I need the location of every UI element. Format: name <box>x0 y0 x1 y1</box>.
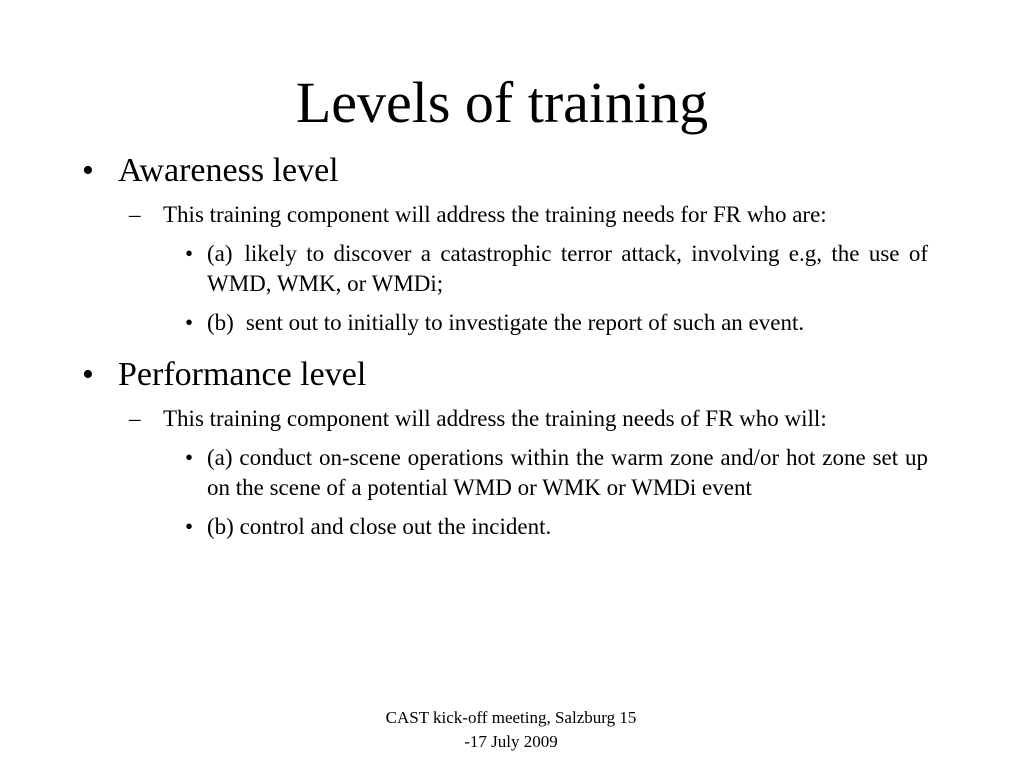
bullet-icon: • <box>185 310 194 335</box>
footer-line-2: -17 July 2009 <box>464 732 558 751</box>
item-text: sent out to initially to investigate the report of such an event. <box>245 310 805 335</box>
awareness-description <box>118 200 928 230</box>
description-text: This training component will address the training needs of FR who will: <box>163 406 827 431</box>
awareness-item-a <box>163 239 928 299</box>
performance-level-heading <box>82 354 928 396</box>
item-text: (a) conduct on-scene operations within the warm zone and/or hot zone set up on the scene of a potential WMD or WMK or WMDi event <box>207 445 928 500</box>
item-label: (a) <box>207 241 233 266</box>
bullet-icon: • <box>82 356 94 393</box>
dash-icon: – <box>129 202 141 227</box>
bullet-icon: • <box>185 241 194 266</box>
slide-title: Levels of training <box>295 70 709 135</box>
performance-item-b <box>163 512 928 542</box>
dash-icon: – <box>129 406 141 431</box>
item-text: (b) control and close out the incident. <box>207 514 552 539</box>
awareness-level-heading <box>82 150 928 192</box>
heading-text: Performance level <box>118 356 367 393</box>
bullet-icon: • <box>185 445 194 470</box>
slide-content <box>82 150 928 542</box>
item-label: (b) <box>207 310 234 335</box>
item-text: likely to discover a catastrophic terror attack, involving e.g, the use of WMD, WMK, or WMDi; <box>207 241 928 296</box>
footer-line-1: CAST kick-off meeting, Salzburg 15 <box>385 708 637 727</box>
awareness-item-b <box>163 308 928 338</box>
bullet-icon: • <box>82 152 94 189</box>
performance-description <box>118 404 928 434</box>
heading-text: Awareness level <box>118 152 339 189</box>
bullet-icon: • <box>185 514 194 539</box>
slide-footer <box>346 706 676 754</box>
description-text: This training component will address the training needs for FR who are: <box>163 202 827 227</box>
performance-item-a <box>163 443 928 503</box>
